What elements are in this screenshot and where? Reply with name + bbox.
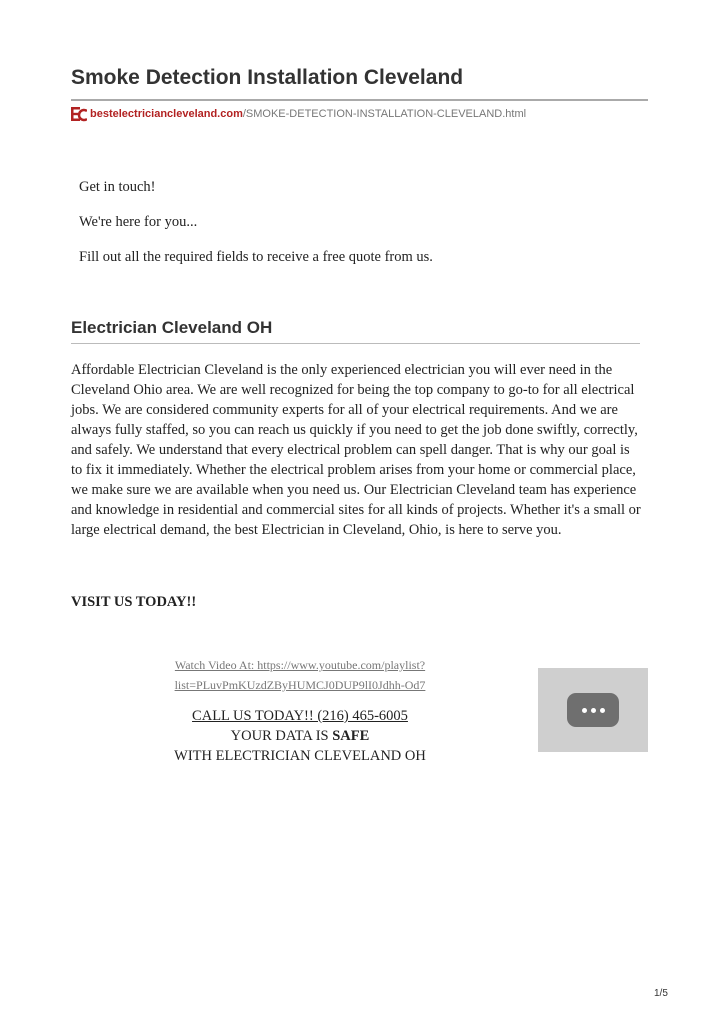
with-electrician-line: WITH ELECTRICIAN CLEVELAND OH (174, 748, 426, 764)
source-path: /SMOKE-DETECTION-INSTALLATION-CLEVELAND.html (242, 108, 527, 120)
page-number: 1/5 (654, 988, 668, 999)
contact-line-3: Fill out all the required fields to receive a free quote from us. (79, 249, 433, 265)
section-body: Affordable Electrician Cleveland is the only experienced electrician you will ever need in the Cleveland Ohio area. We are well recognized for being the top company to go-to for all electrical jobs. We are considered community experts for all of your electrical requirements. And we are always fully staffed, so you can reach us quickly if you need to get the job done swiftly, correctly, and safely. We understand that every electrical problem can spell danger. That is why our goal is to fix it immediately. Whether the electrical problem arises from your home or commercial place, we make sure we are available when you need us. Our Electrician Cleveland team has experience and knowledge in residential and commercial sites for all kinds of projects. Whether it's a small or large electrical demand, the best Electrician in Cleveland, Ohio, is here to serve you. (71, 362, 641, 538)
visit-us-text: VISIT US TODAY!! (71, 594, 197, 610)
section-heading: Electrician Cleveland OH (71, 318, 273, 337)
call-us-link[interactable]: CALL US TODAY!! (216) 465-6005 (192, 708, 408, 724)
section-divider (71, 343, 640, 344)
contact-line-2: We're here for you... (79, 214, 198, 230)
source-url[interactable] (71, 106, 526, 122)
contact-line-1: Get in touch! (79, 179, 156, 195)
data-safe-prefix: YOUR DATA IS (230, 728, 329, 744)
page-title: Smoke Detection Installation Cleveland (71, 66, 464, 89)
watch-video-link[interactable]: Watch Video At: https://www.youtube.com/playlist?list=PLuvPmKUzdZByHUMCJ0DUP9lI0Jdhh-Od7 (174, 658, 426, 692)
data-safe-line (150, 726, 450, 746)
title-divider (71, 99, 648, 101)
more-options-icon (567, 693, 619, 727)
video-thumbnail[interactable] (538, 668, 648, 752)
ec-logo-icon (71, 106, 87, 122)
call-block (150, 706, 450, 766)
data-safe-bold: SAFE (332, 728, 370, 744)
source-domain: bestelectriciancleveland.com (90, 108, 243, 120)
